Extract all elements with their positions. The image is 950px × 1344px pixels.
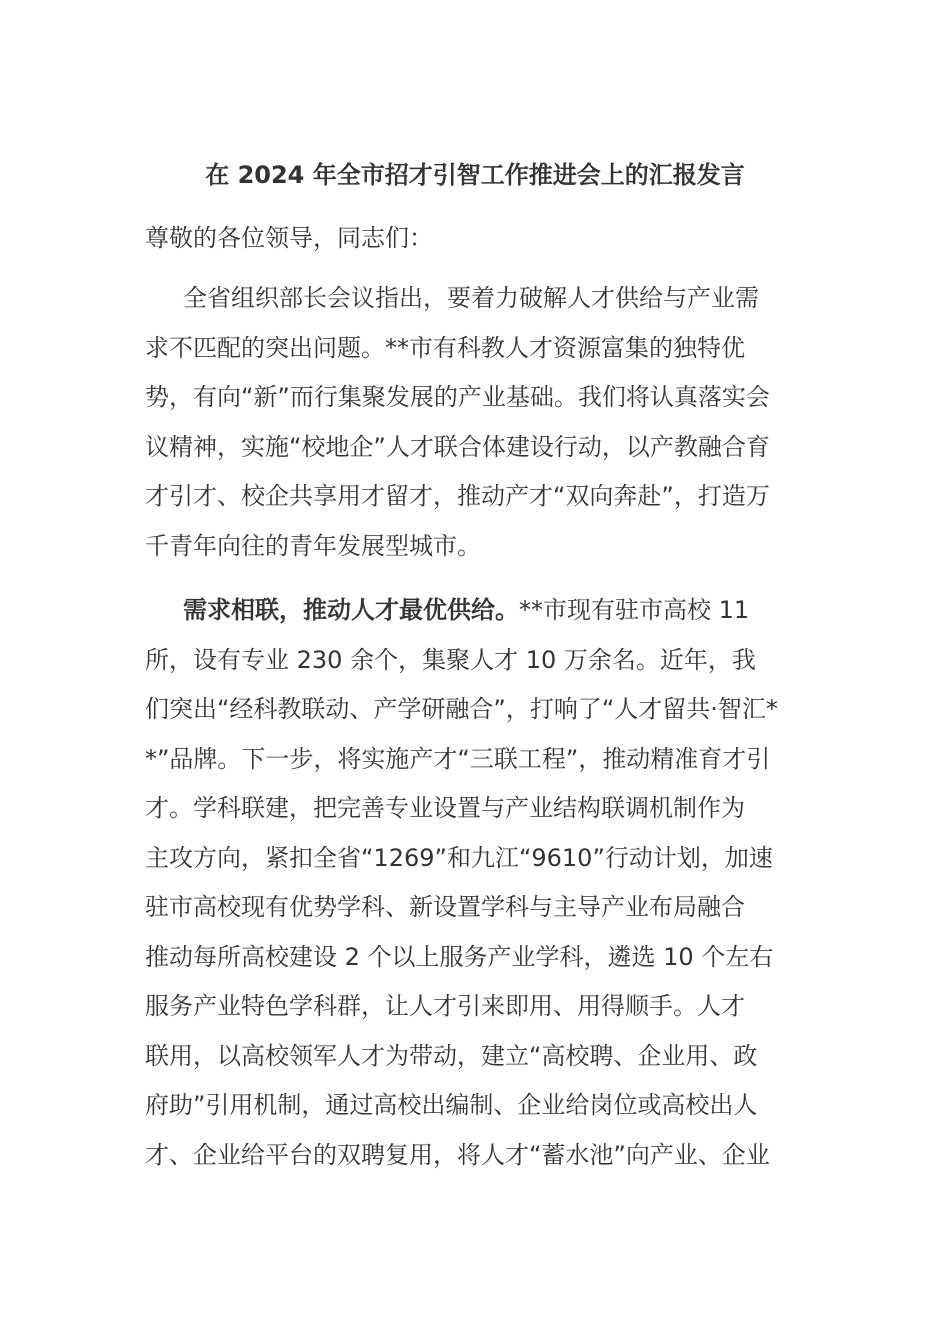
paragraph-line: 所，设有专业 230 余个，集聚人才 10 万余名。近年，我 [145,645,756,674]
paragraph-line: 议精神，实施“校地企”人才联合体建设行动，以产教融合育 [145,432,770,461]
paragraph-line: 才引才、校企共享用才留才，推动产才“双向奔赴”，打造万 [145,482,770,510]
paragraph-demand [145,586,810,1180]
paragraph-intro [145,274,810,571]
paragraph-line: 府助”引用机制，通过高校出编制、企业给岗位或高校出人 [145,1091,758,1119]
section-heading: 需求相联，推动人才最优供给。 [183,596,519,624]
paragraph-line: 主攻方向，紧扣全省“1269”和九江“9610”行动计划，加速 [145,843,773,872]
paragraph-line: 势，有向“新”而行集聚发展的产业基础。我们将认真落实会 [145,383,770,411]
paragraph-line: 全省组织部长会议指出，要着力破解人才供给与产业需 [183,284,759,312]
salutation: 尊敬的各位领导，同志们： [145,224,433,252]
paragraph-line: 们突出“经科教联动、产学研融合”，打响了“人才留共·智汇* [145,695,778,723]
paragraph-line: 推动每所高校建设 2 个以上服务产业学科，遴选 10 个左右 [145,942,774,971]
paragraph-line: 服务产业特色学科群，让人才引来即用、用得顺手。人才 [145,992,745,1020]
paragraph-line: 才、企业给平台的双聘复用，将人才“蓄水池”向产业、企业 [145,1140,770,1169]
paragraph-line: 才。学科联建，把完善专业设置与产业结构联调机制作为 [145,794,745,822]
paragraph-line: 求不匹配的突出问题。**市有科教人才资源富集的独特优 [145,333,745,362]
paragraph-line: 千青年向往的青年发展型城市。 [145,531,481,560]
paragraph-line [145,586,810,636]
paragraph-line: *”品牌。下一步，将实施产才“三联工程”，推动精准育才引 [145,744,771,773]
paragraph-text: **市现有驻市高校 11 [519,596,750,624]
document-title: 在 2024 年全市招才引智工作推进会上的汇报发言 [205,161,745,189]
paragraph-line: 联用，以高校领军人才为带动，建立“高校聘、企业用、政 [145,1041,758,1070]
paragraph-line: 驻市高校现有优势学科、新设置学科与主导产业布局融合 [145,893,745,921]
